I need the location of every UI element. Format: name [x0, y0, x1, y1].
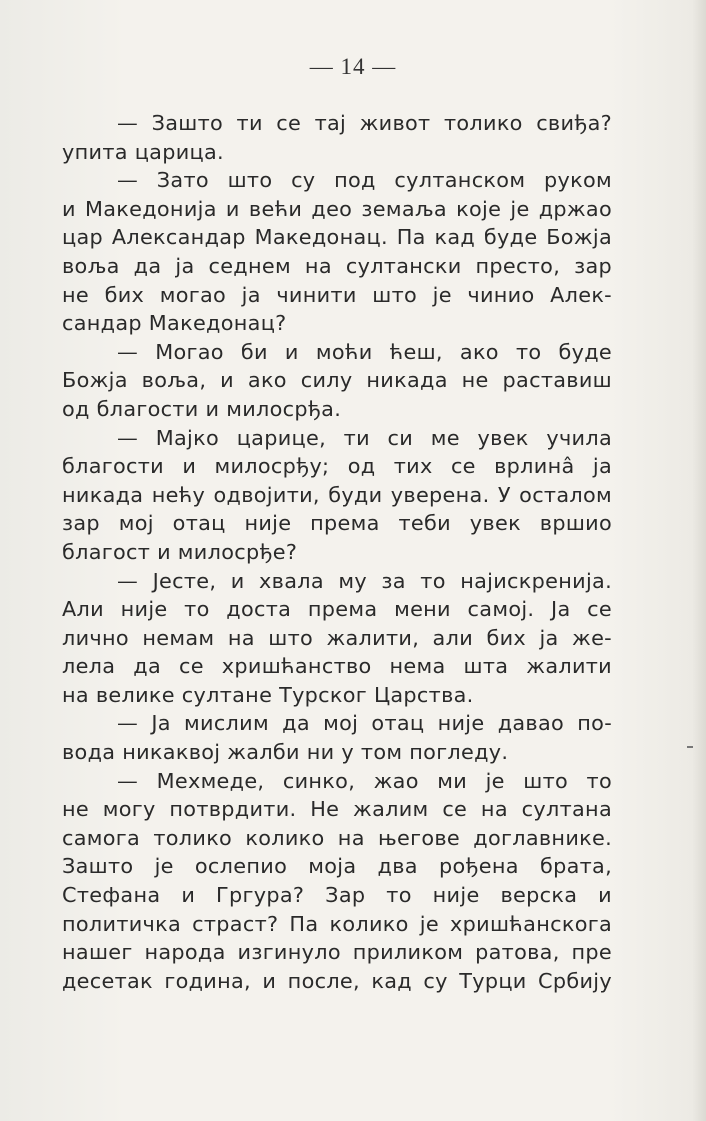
- text-line: Стефана и Гргура? Зар то није верска и: [62, 883, 612, 908]
- text-line: никада нећу одвојити, буди уверена. У осталом: [62, 482, 612, 507]
- text-line: Божја воља, и ако силу никада не раставиш: [62, 368, 612, 393]
- text-line: политичка страст? Па колико је хришћанскога: [62, 911, 612, 936]
- body-text: [62, 109, 612, 995]
- text-line: самога толико колико на његове доглавнике.: [62, 825, 612, 850]
- text-line: благости и милосрђу; од тих се врлинâ ја: [62, 454, 612, 479]
- margin-mark: [687, 746, 693, 748]
- text-line: и Македонија и већи део земаља које је држао: [62, 196, 612, 221]
- text-line: — Мајко царице, ти си ме увек учила: [117, 425, 612, 450]
- paragraph: [62, 109, 612, 166]
- text-line: не бих могао ја чинити што је чинио Алек-: [62, 282, 612, 307]
- text-line: — Ја мислим да мој отац није давао по-: [117, 711, 612, 736]
- text-line: лично немам на што жалити, али бих ја же-: [62, 625, 612, 650]
- text-line: — Зашто ти се тај живот толико свиђа?: [117, 111, 612, 135]
- paragraph: [62, 709, 612, 766]
- text-line: благост и милосрђе?: [62, 539, 298, 564]
- text-line: зар мој отац није према теби увек вршио: [62, 511, 612, 536]
- paragraph: [62, 424, 612, 567]
- text-line: — Мехмеде, синко, жао ми је што то: [117, 768, 612, 793]
- text-line: — Јесте, и хвала му за то најискренија.: [117, 568, 612, 593]
- text-line: Али није то доста према мени самој. Ја се: [62, 597, 612, 622]
- paragraph: [62, 567, 612, 710]
- text-line: вода никаквој жалби ни у том погледу.: [62, 740, 509, 765]
- text-line: нашег народа изгинуло приликом ратова, пре: [62, 940, 612, 965]
- text-line: упита царица.: [62, 139, 224, 164]
- text-line: на велике султане Турског Царства.: [62, 682, 474, 707]
- page-edge-shadow: [692, 0, 706, 1121]
- text-line: сандар Македонац?: [62, 311, 287, 336]
- text-line: десетак година, и после, кад су Турци Србију: [62, 968, 612, 993]
- text-line: — Могао би и моћи ћеш, ако то буде: [117, 339, 612, 364]
- text-line: — Зато што су под султанском руком: [117, 168, 612, 193]
- text-line: не могу потврдити. Не жалим се на султана: [62, 797, 612, 822]
- text-line: цар Александар Македонац. Па кад буде Божја: [62, 225, 612, 250]
- text-line: Зашто је ослепио моја два рођена брата,: [62, 854, 612, 879]
- text-line: од благости и милосрђа.: [62, 396, 342, 421]
- paragraph: [62, 338, 612, 424]
- page-number: — 14 —: [309, 54, 397, 79]
- paragraph: [62, 767, 612, 996]
- text-line: воља да ја седнем на султански престо, зар: [62, 253, 612, 278]
- paragraph: [62, 166, 612, 338]
- text-line: лела да се хришћанство нема шта жалити: [62, 654, 612, 679]
